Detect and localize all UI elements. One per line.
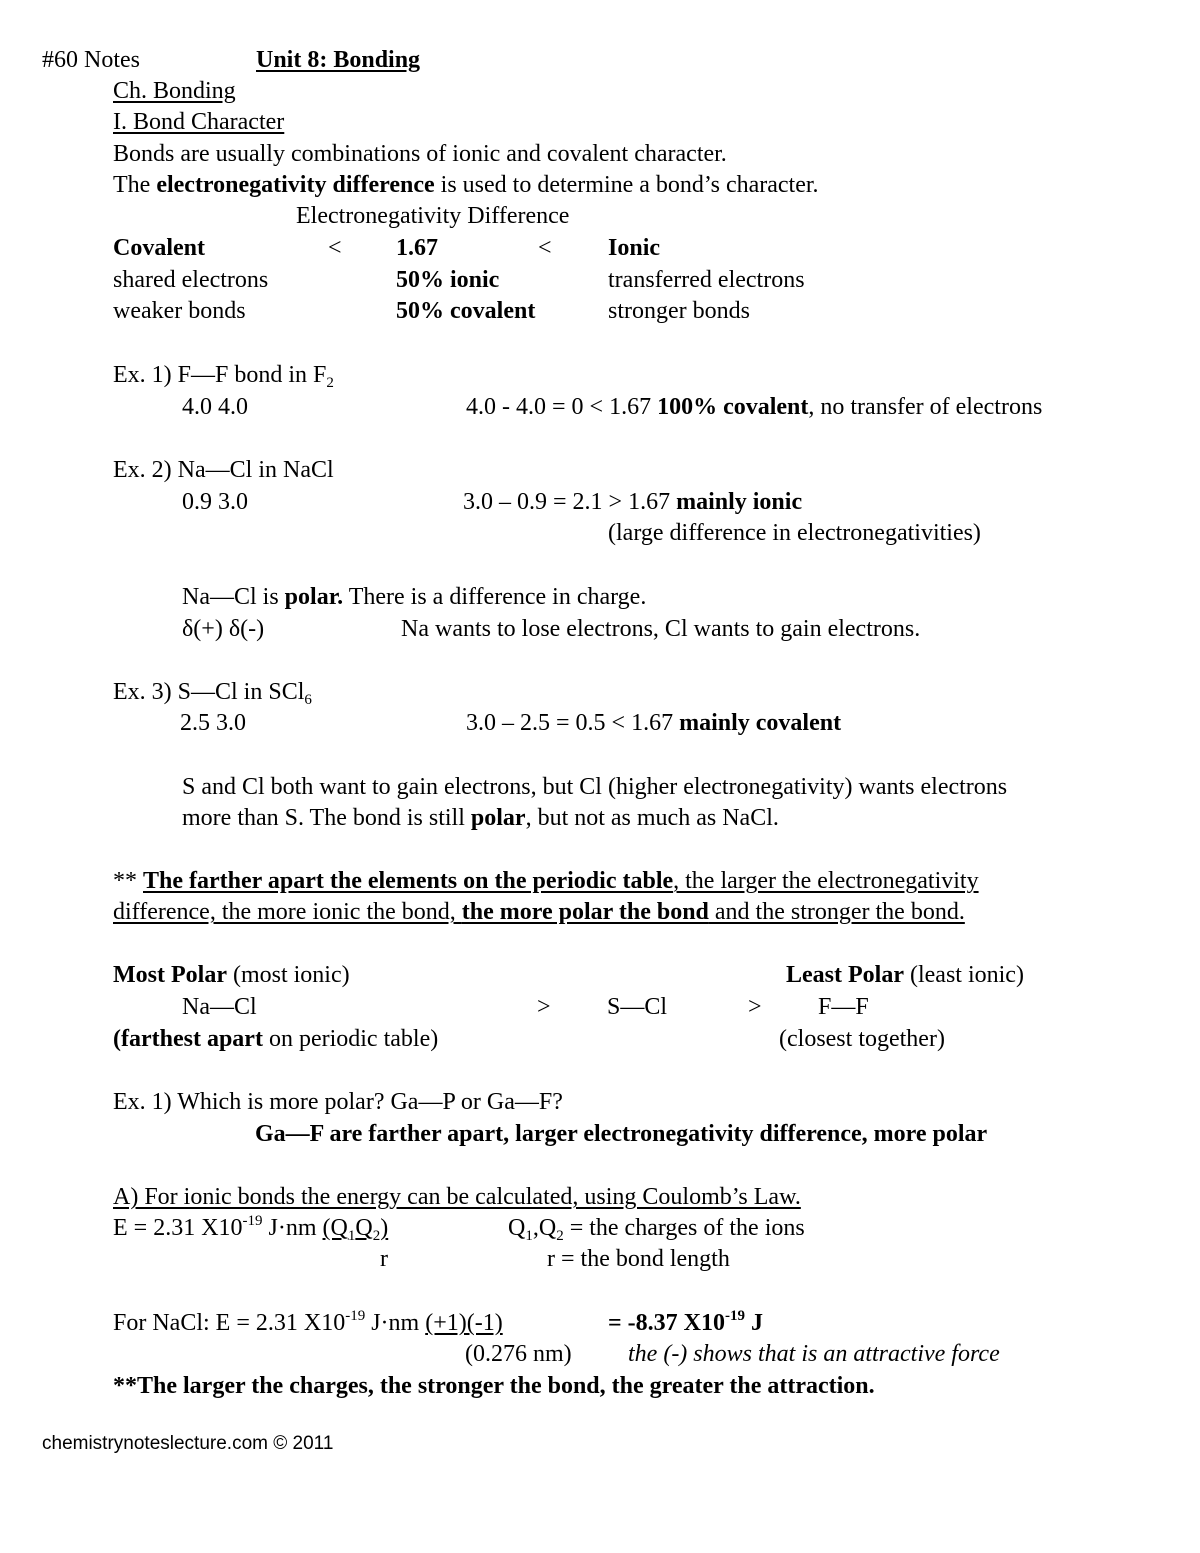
bond-s-cl: S—Cl bbox=[607, 994, 668, 1020]
question-answer: Ga—F are farther apart, larger electronegativity difference, more polar bbox=[255, 1121, 988, 1147]
coulomb-def-charges: $Q_1,Q_2$ = the charges of the ions bbox=[508, 1215, 805, 1244]
table-heading: Electronegativity Difference bbox=[296, 203, 570, 229]
covalent-label: Covalent bbox=[113, 235, 205, 261]
footer-copyright: chemistrynoteslecture.com © 2011 bbox=[42, 1433, 334, 1454]
less-than-1: < bbox=[328, 235, 342, 261]
greater-than-1: > bbox=[537, 994, 551, 1020]
bond-f-f: F—F bbox=[818, 994, 869, 1020]
intro-line-2: The electronegativity difference is used to determine a bond’s character. bbox=[113, 172, 819, 198]
ex3-para-1: S and Cl both want to gain electrons, but Cl (higher electronegativity) wants electrons bbox=[182, 774, 1008, 800]
coulomb-equation: E = 2.31 $X10^{-19}$ J·nm $(Q_1Q_2)$ bbox=[113, 1213, 389, 1244]
rule-line-1: ** The farther apart the elements on the periodic table, the larger the electronegativity bbox=[113, 868, 979, 894]
nacl-denominator: (0.276 nm) bbox=[465, 1341, 572, 1367]
ex1-values: 4.0 4.0 bbox=[182, 394, 248, 420]
ex3-para-2: more than S. The bond is still polar, but not as much as NaCl. bbox=[182, 805, 779, 831]
covalent-desc-1: shared electrons bbox=[113, 267, 269, 293]
greater-than-2: > bbox=[748, 994, 762, 1020]
ex2-deltas: δ(+) δ(-) bbox=[182, 616, 265, 642]
most-polar-label: Most Polar (most ionic) bbox=[113, 962, 350, 988]
ex2-values: 0.9 3.0 bbox=[182, 489, 248, 515]
nacl-result: = -8.37 $X10^{-19}$ J bbox=[608, 1308, 763, 1336]
intro-line-1: Bonds are usually combinations of ionic and covalent character. bbox=[113, 141, 727, 167]
chapter-heading: Ch. Bonding bbox=[113, 78, 236, 104]
coulomb-denominator: r bbox=[380, 1246, 388, 1272]
ex2-calc: 3.0 – 0.9 = 2.1 > 1.67 mainly ionic bbox=[463, 489, 803, 515]
ex1-label: Ex. 1) F—F bond in $F_2$ bbox=[113, 362, 334, 391]
ionic-desc-2: stronger bonds bbox=[608, 298, 750, 324]
coulomb-heading: A) For ionic bonds the energy can be calculated, using Coulomb’s Law. bbox=[113, 1184, 801, 1210]
closest-together-note: (closest together) bbox=[779, 1026, 945, 1052]
rule-line-2: difference, the more ionic the bond, the more polar the bond and the stronger the bond. bbox=[113, 899, 965, 925]
question-text: Ex. 1) Which is more polar? Ga—P or Ga—F? bbox=[113, 1089, 563, 1115]
ionic-label: Ionic bbox=[608, 235, 661, 261]
conclusion: **The larger the charges, the stronger the bond, the greater the attraction. bbox=[113, 1373, 875, 1399]
ex3-calc: 3.0 – 2.5 = 0.5 < 1.67 mainly covalent bbox=[466, 710, 842, 736]
bond-na-cl: Na—Cl bbox=[182, 994, 257, 1020]
ex3-label: Ex. 3) S—Cl in SCl$_6$ bbox=[113, 679, 312, 708]
mid-desc-2: 50% covalent bbox=[396, 298, 536, 324]
farthest-apart-note: (farthest apart on periodic table) bbox=[113, 1026, 439, 1052]
covalent-desc-2: weaker bonds bbox=[113, 298, 246, 324]
threshold-value: 1.67 bbox=[396, 235, 438, 261]
page-title: Unit 8: Bonding bbox=[256, 47, 421, 73]
ex2-label: Ex. 2) Na—Cl in NaCl bbox=[113, 457, 334, 483]
ex2-wants: Na wants to lose electrons, Cl wants to gain electrons. bbox=[401, 616, 921, 642]
ex2-note: (large difference in electronegativities) bbox=[608, 520, 981, 546]
notes-number: #60 Notes bbox=[42, 47, 140, 73]
ionic-desc-1: transferred electrons bbox=[608, 267, 805, 293]
less-than-2: < bbox=[538, 235, 552, 261]
nacl-note: the (-) shows that is an attractive force bbox=[628, 1341, 1000, 1367]
ex3-values: 2.5 3.0 bbox=[180, 710, 246, 736]
mid-desc-1: 50% ionic bbox=[396, 267, 500, 293]
ex1-calc: 4.0 - 4.0 = 0 < 1.67 100% covalent, no transfer of electrons bbox=[466, 394, 1043, 420]
nacl-equation: For NaCl: E = 2.31 $X10^{-19}$ J·nm (+1)(-1) bbox=[113, 1308, 503, 1336]
least-polar-label: Least Polar (least ionic) bbox=[786, 962, 1024, 988]
section-heading: I. Bond Character bbox=[113, 109, 285, 135]
coulomb-def-length: r = the bond length bbox=[547, 1246, 730, 1272]
ex2-polar: Na—Cl is polar. There is a difference in charge. bbox=[182, 584, 647, 610]
